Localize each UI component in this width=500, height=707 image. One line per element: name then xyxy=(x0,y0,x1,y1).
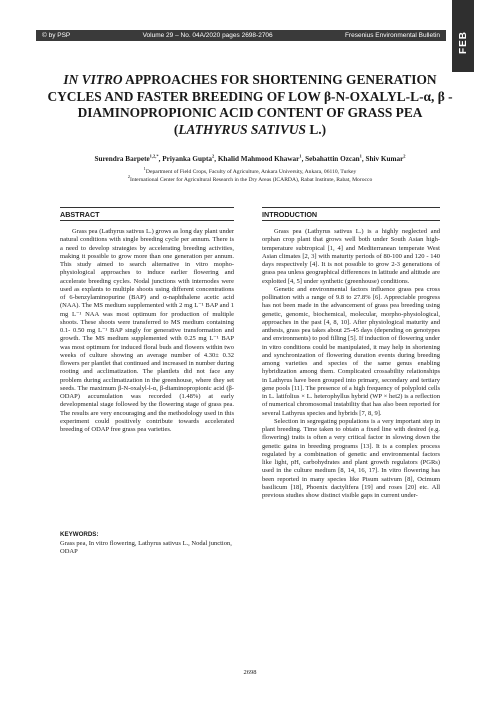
author-affil-mark: 2 xyxy=(211,153,215,159)
author-name: Sebahattin Ozcan xyxy=(305,155,360,163)
title-species: LATHYRUS SATIVUS xyxy=(178,121,306,137)
intro-paragraph: Grass pea (Lathyrus sativus L.) is a highly neglected and orphan crop plant that grows well both under South Asian high-temperature subtropical [1, 4] and Mediterranean temperate West Asian climates [2, 3] with maturity periods of 80-100 and 120 - 140 days respectively [4]. It is not possible to grow 2-3 generations of grass pea unless geographical differences in latitude and altitude are exploited [4, 5] under synthetic (greenhouse) conditions. xyxy=(262,228,440,285)
paper-title xyxy=(40,72,460,138)
page-number: 2698 xyxy=(243,669,257,676)
affiliation-mark: 1 xyxy=(143,166,146,172)
affiliation-text: Department of Field Crops, Faculty of Agriculture, Ankara University, Ankara, 06110, Turkey xyxy=(145,169,357,175)
keywords-label: KEYWORDS: xyxy=(60,531,99,538)
affiliation-text: International Center for Agricultural Research in the Dry Areas (ICARDA), Rabat Institute, Rabat, Morocco xyxy=(129,177,373,183)
author-affil-mark: 1,2,* xyxy=(149,153,159,159)
affiliations xyxy=(30,168,470,184)
author-affil-mark: 1 xyxy=(299,153,302,159)
journal-name: Fresenius Environmental Bulletin xyxy=(344,32,440,39)
title-suffix: L.) xyxy=(306,121,327,137)
abstract-body xyxy=(60,228,234,434)
intro-paragraph: Selection in segregating populations is a very important step in plant breeding. Time taken to obtain a fixed line with desired (e.g. flowering) traits is often a very critical factor in slowing down the genetic gains in breeding programs [13]. It is a complex process regulated by a combination of genetic and environmental factors like light, pH, carbohydrates and plant growth regulators (PGRs) used in the culture medium [8, 14, 16, 17]. In vitro flowering has been reported in many species like Pisum sativum [8], Ocimum basilicum [18], Phoenix dactylifera [19] and roses [20] etc. All previous studies show distinct visible gaps in current under- xyxy=(262,417,440,499)
keywords-text: Grass pea, In vitro flowering, Lathyrus sativus L., Nodal junction, ODAP xyxy=(60,540,232,555)
author-affil-mark: 1 xyxy=(359,153,362,159)
introduction-heading: INTRODUCTION xyxy=(262,207,440,221)
affiliation-line xyxy=(30,168,470,176)
author-name: Khalid Mahmood Khawar xyxy=(217,155,300,163)
intro-paragraph: Genetic and environmental factors influence grass pea cross pollination with a range of 9.8 to 27.8% [6]. Appreciable progress has not been made in the advancement of grass pea breeding using genetic, genomic, biochemical, molecular, morpho-physiological, approaches in the past [4, 8, 10]. After physiological maturity and anthesis, grass pea takes about 25-45 days (depending on genotypes and environments) to pod filling [5]. If induction of flowering under in vitro conditions could be manipulated, it may help in shortening and synchronization of flowering duration events during breeding among varieties and species of the same genus enabling hybridization among them. Complicated crossability relationships in Lathyrus have been grouped into primary, secondary and tertiary gene pools [11]. The presence of a high frequency of polyploid cells in L. latifolius × L. heterophyllus hybrid (WP × het2) is a reflection of numerical chromosomal instability that has also been reported for several Lathyrus species and hybrids [7, 8, 9]. xyxy=(262,285,440,417)
affiliation-line xyxy=(30,176,470,184)
title-italic-prefix: IN VITRO xyxy=(63,72,123,87)
title-main: APPROACHES FOR SHORTENING GENERATION CYCLES AND FASTER BREEDING OF LOW β-N-OXALYL-L-α, β -DIAMINOPROPIONIC ACID CONTENT OF GRASS PEA ( xyxy=(47,72,453,137)
journal-tab xyxy=(452,0,474,72)
author-name: Surendra Barpete xyxy=(94,155,150,163)
author-name: Shiv Kumar xyxy=(365,155,404,163)
introduction-body xyxy=(262,228,440,500)
affiliation-mark: 2 xyxy=(127,174,130,180)
author-affil-mark: 2 xyxy=(403,153,406,159)
abstract-heading: ABSTRACT xyxy=(60,207,234,221)
journal-header-bar xyxy=(36,30,446,41)
journal-tab-label: FEB xyxy=(457,31,469,54)
author-list: Surendra Barpete$^{1,2,*}$, Priyanka Gupta$^2$, Khalid Mahmood Khawar$^1$, Sebahattin Ozcan$^1$, Shiv Kumar$^2$ xyxy=(94,153,406,163)
author-name: Priyanka Gupta xyxy=(162,155,212,163)
volume-label: Volume 29 – No. 04A/2020 pages 2698-2706 xyxy=(142,32,273,39)
publisher-label: © by PSP xyxy=(42,32,71,39)
abstract-paragraph: Grass pea (Lathyrus sativus L.) grows as long day plant under natural conditions with single breeding cycle per annum. There is a need to develop strategies by accelerating breeding activities, making it possible to grow more than one generation per annum. This study aimed to search alternative in vitro mopho-physiological approaches to induce earlier flowering and accelerate breeding cycles. Nodal junctions with internodes were used as explants to multiple shoots using different concentrations of 6-benzylaminopurine (BAP) and α-naphthalene acetic acid (NAA). The MS medium supplemented with 2 mg L⁻¹ BAP and 1 mg L⁻¹ NAA was most optimum for production of multiple shoots. These shoots were transferred to MS medium containing 0.1- 0.50 mg L⁻¹ BAP singly for generative transformation and growth. The MS medium supplemented with 0.25 mg L⁻¹ BAP was most optimum for induced floral buds and flowers within two weeks of culture showing an average number of 4.30± 0.32 flowers per plantlet that continued and increased in number during rooting and acclimatization. The plantlets did not face any problem during acclimatization in the greenhouse, where they set seeds. The maximum β-N-oxalyl-l-α, β-diaminopropionic acid (β-ODAP) accumulation was recorded (1.48%) at early developmental stage followed by the flowering stage of grass pea. The results are very encouraging and the methodology used in this experiment could positively contribute towards accelerated breeding of ODAP free grass pea varieties. xyxy=(60,228,234,433)
